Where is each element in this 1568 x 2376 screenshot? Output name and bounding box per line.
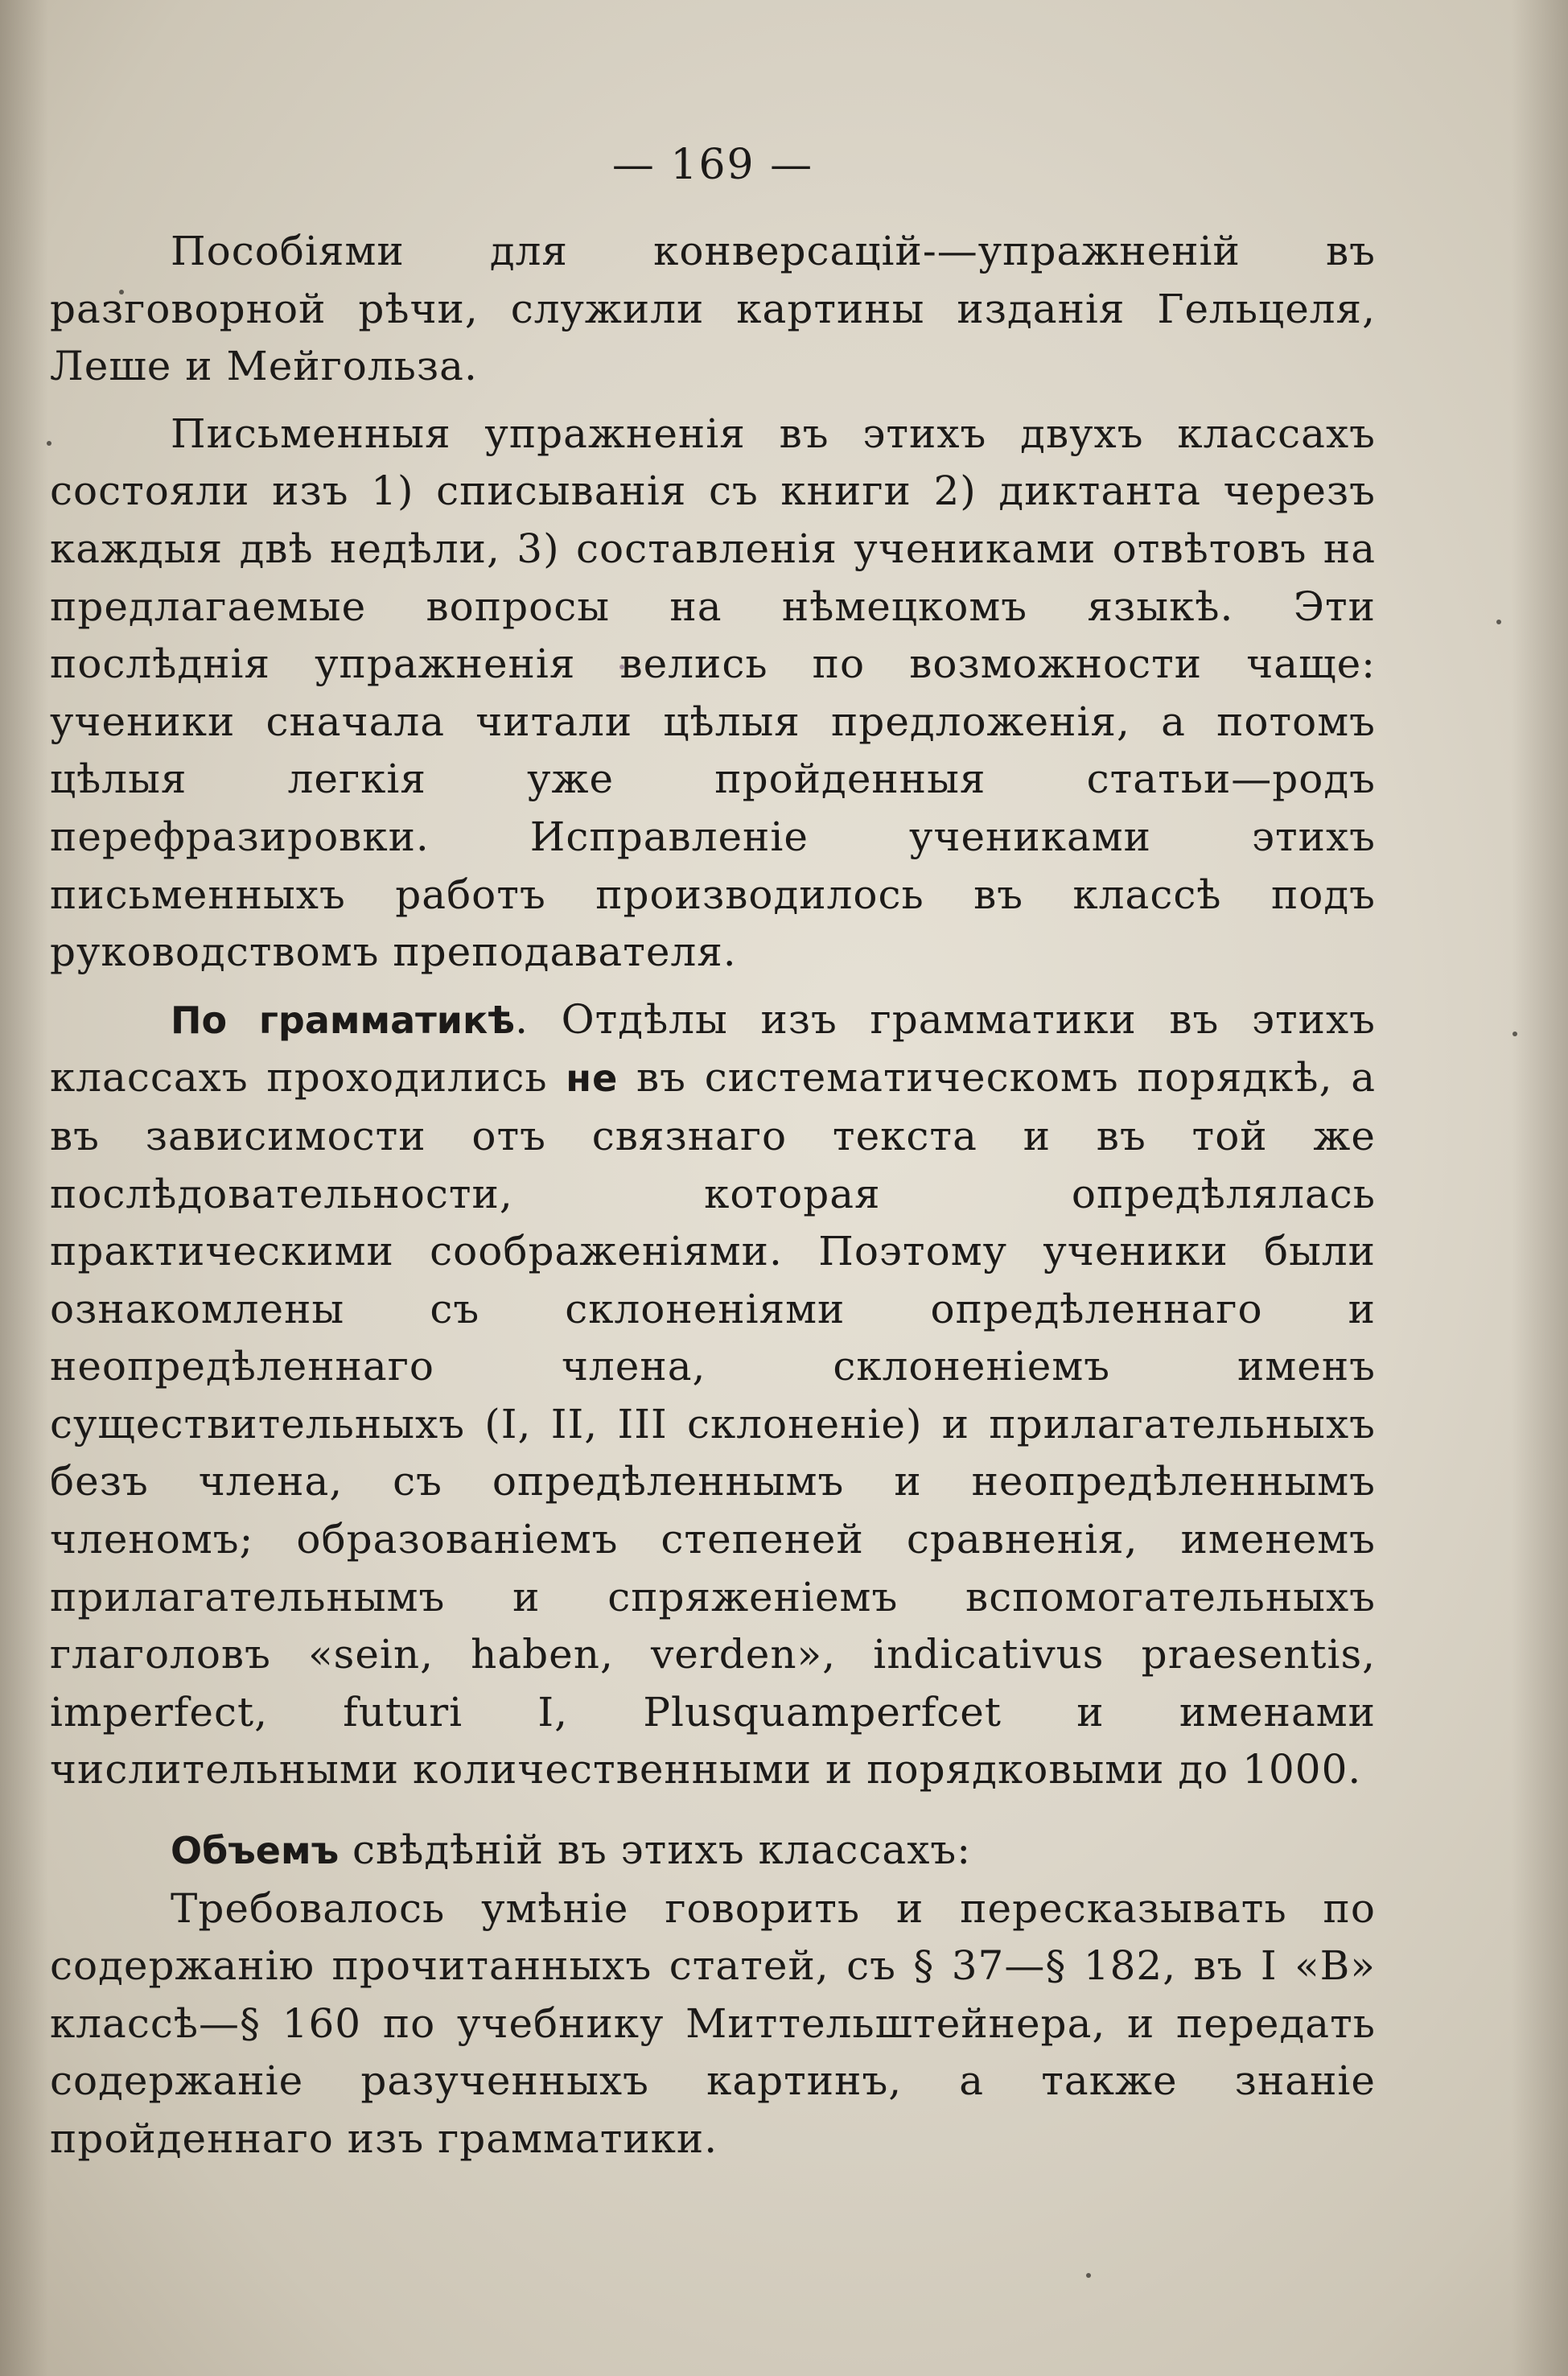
ink-speck: [1496, 620, 1501, 624]
paragraph-requirements: Требовалось умѣніе говорить и пересказывать по содержанію прочитанныхъ статей, съ § 37—§ 182, въ I «В» классѣ—§ 160 по учебнику Миттельштейнера, и передать содержаніе разученныхъ картинъ, а также знаніе пройденнаго изъ грамматики.: [50, 1884, 1376, 2162]
paragraph-conversation-aids: Пособіями для конверсацій-—упражненій въ разговорной рѣчи, служили картины изданія Гельцеля, Леше и Мейгольза.: [50, 228, 1376, 390]
scope-heading: Объемъ: [171, 1829, 340, 1873]
paragraph-grammar: [50, 991, 1376, 1799]
grammar-heading: По грамматикѣ: [171, 998, 516, 1042]
paragraph-scope: [50, 1822, 1376, 1880]
grammar-emphasis: не: [566, 1056, 619, 1101]
grammar-text-part2: въ систематическомъ порядкѣ, а въ зависимости отъ связнаго текста и въ той же послѣдовательности, которая опредѣлялась практическими соображеніями. Поэтому ученики были ознакомлены съ склоненіями опредѣленнаго и неопредѣленнаго члена, склоненіемъ именъ существительныхъ (I, II, III склоненіе) и прилагательныхъ безъ члена, съ опредѣленнымъ и неопредѣленнымъ членомъ; образованіемъ степеней сравненія, именемъ прилагательнымъ и спряженіемъ вспомогательныхъ глаголовъ «sein, haben, verden», indicativus praesentis, imperfect, futuri I, Plusquamperfcet и именами числительными количественными и порядковыми до 1000.: [50, 1054, 1376, 1793]
grammar-text-part1: . Отдѣлы изъ грамматики въ этихъ классахъ проходились: [50, 995, 1376, 1102]
ink-speck: [1512, 1032, 1517, 1036]
scope-text: свѣдѣній въ этихъ классахъ:: [339, 1826, 972, 1874]
page-text: [50, 137, 1376, 2168]
paragraph-written-exercises: Письменныя упражненія въ этихъ двухъ классахъ состояли изъ 1) списыванія съ книги 2) диктанта черезъ каждыя двѣ недѣли, 3) составленія учениками отвѣтовъ на предлагаемые вопросы на нѣмецкомъ языкѣ. Эти послѣднія упражненія велись по возможности чаще: ученики сначала читали цѣлыя предложенія, а потомъ цѣлыя легкія уже пройденныя статьи—родъ перефразировки. Исправленіе учениками этихъ письменныхъ работъ производилось въ классѣ подъ руководствомъ преподавателя.: [50, 410, 1376, 976]
page-number: — 169 —: [611, 141, 814, 189]
ink-speck: [1086, 2273, 1091, 2278]
